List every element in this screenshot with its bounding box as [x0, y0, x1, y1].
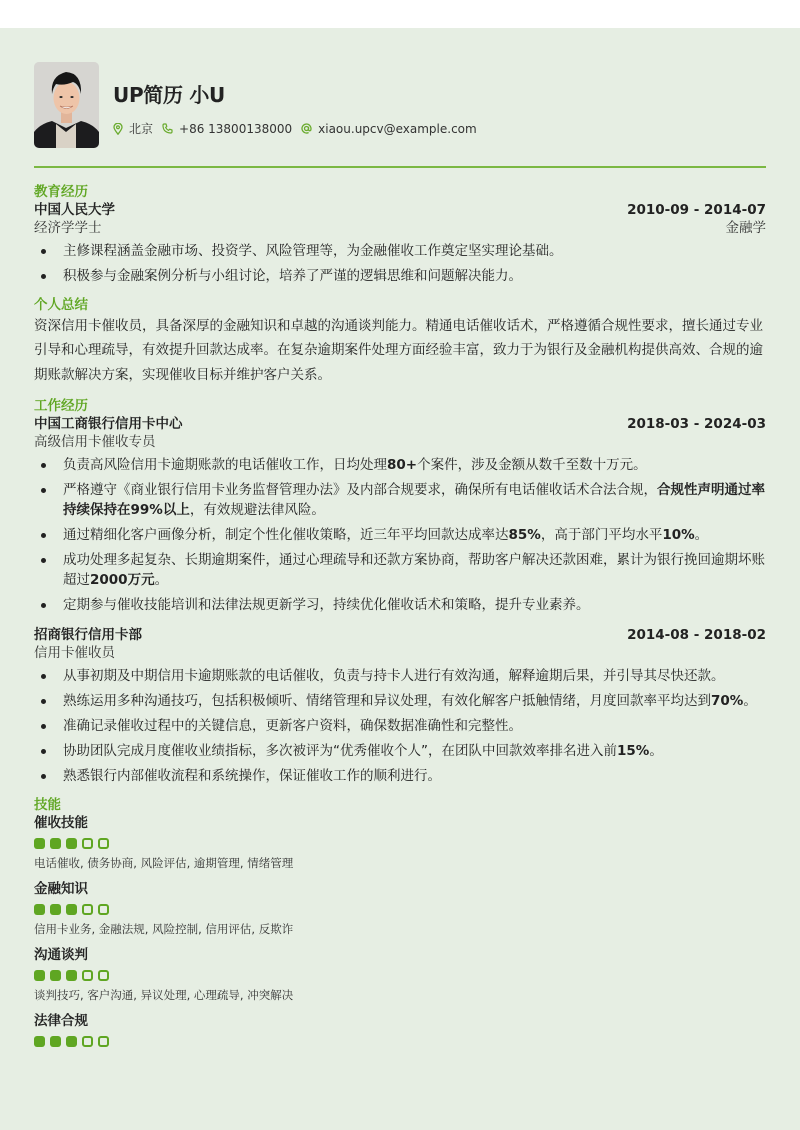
job-entry — [34, 626, 766, 786]
top-bar — [0, 0, 800, 28]
skill-level-dots — [34, 838, 766, 850]
email-text[interactable]: xiaou.upcv@example.com — [318, 121, 477, 136]
level-dot-empty — [82, 838, 93, 849]
level-dot-filled — [34, 838, 45, 849]
education-section — [34, 183, 766, 286]
skill-entry — [34, 814, 766, 871]
list-item: 严格遵守《商业银行信用卡业务监督管理办法》及内部合规要求，确保所有电话催收话术合法合规，合规性声明通过率持续保持在99%以上，有效规避法律风险。 — [34, 480, 766, 520]
level-dot-filled — [66, 904, 77, 915]
level-dot-filled — [66, 838, 77, 849]
skill-level-dots — [34, 970, 766, 982]
work-section — [34, 397, 766, 786]
level-dot-empty — [82, 904, 93, 915]
level-dot-filled — [34, 1036, 45, 1047]
map-pin-icon — [113, 123, 123, 135]
resume-page — [0, 28, 800, 1130]
list-item: 负责高风险信用卡逾期账款的电话催收工作，日均处理80+个案件，涉及金额从数千至数十万元。 — [34, 455, 766, 475]
skill-name: 金融知识 — [34, 881, 88, 897]
level-dot-empty — [82, 970, 93, 981]
job-date: 2014-08 - 2018-02 — [627, 627, 766, 643]
resume-header — [34, 28, 766, 148]
skill-tags: 谈判技巧, 客户沟通, 异议处理, 心理疏导, 冲突解决 — [34, 988, 294, 1002]
level-dot-filled — [50, 904, 61, 915]
level-dot-empty — [82, 1036, 93, 1047]
candidate-name: UP简历 小U — [113, 83, 226, 107]
contact-location — [113, 120, 153, 137]
level-dot-filled — [50, 970, 61, 981]
company-name: 招商银行信用卡部 — [34, 627, 142, 643]
level-dot-empty — [98, 1036, 109, 1047]
skill-name: 催收技能 — [34, 815, 88, 831]
list-item: 协助团队完成月度催收业绩指标，多次被评为“优秀催收个人”，在团队中回款效率排名进入前15%。 — [34, 741, 766, 761]
job-entry — [34, 415, 766, 615]
level-dot-filled — [34, 904, 45, 915]
list-item: 积极参与金融案例分析与小组讨论，培养了严谨的逻辑思维和问题解决能力。 — [34, 266, 766, 286]
phone-text[interactable]: +86 13800138000 — [179, 121, 293, 136]
list-item: 定期参与催收技能培训和法律法规更新学习，持续优化催收话术和策略，提升专业素养。 — [34, 595, 766, 615]
skill-tags: 信用卡业务, 金融法规, 风险控制, 信用评估, 反欺诈 — [34, 922, 294, 936]
level-dot-filled — [66, 970, 77, 981]
level-dot-empty — [98, 904, 109, 915]
list-item: 熟练运用多种沟通技巧，包括积极倾听、情绪管理和异议处理，有效化解客户抵触情绪，月度回款率平均达到70%。 — [34, 691, 766, 711]
level-dot-empty — [98, 838, 109, 849]
skill-name: 法律合规 — [34, 1013, 88, 1029]
skill-level-dots — [34, 1036, 766, 1048]
list-item: 准确记录催收过程中的关键信息，更新客户资料，确保数据准确性和完整性。 — [34, 716, 766, 736]
list-item: 从事初期及中期信用卡逾期账款的电话催收，负责与持卡人进行有效沟通，解释逾期后果，并引导其尽快还款。 — [34, 666, 766, 686]
section-title-summary: 个人总结 — [34, 296, 88, 313]
list-item: 成功处理多起复杂、长期逾期案件，通过心理疏导和还款方案协商，帮助客户解决还款困难，累计为银行挽回逾期坏账超过2000万元。 — [34, 550, 766, 590]
skill-entry — [34, 880, 766, 937]
skill-tags: 电话催收, 债务协商, 风险评估, 逾期管理, 情绪管理 — [34, 856, 294, 870]
avatar — [34, 62, 99, 148]
section-title-skills: 技能 — [34, 797, 61, 813]
location-text: 北京 — [129, 122, 154, 136]
level-dot-empty — [98, 970, 109, 981]
school-name: 中国人民大学 — [34, 201, 115, 218]
level-dot-filled — [34, 970, 45, 981]
job-date: 2018-03 - 2024-03 — [627, 416, 766, 432]
contact-email — [301, 122, 477, 136]
list-item: 通过精细化客户画像分析，制定个性化催收策略，近三年平均回款达成率达85%，高于部门平均水平10%。 — [34, 525, 766, 545]
major: 金融学 — [725, 219, 766, 236]
contact-phone — [162, 122, 292, 136]
skill-name: 沟通谈判 — [34, 947, 88, 963]
skill-level-dots — [34, 904, 766, 916]
company-name: 中国工商银行信用卡中心 — [34, 416, 183, 432]
phone-icon — [162, 123, 173, 134]
job-role: 信用卡催收员 — [34, 645, 115, 661]
at-icon — [301, 123, 312, 134]
skill-entry — [34, 946, 766, 1003]
section-title-work: 工作经历 — [34, 398, 88, 414]
job-bullets — [34, 666, 766, 786]
summary-section — [34, 296, 766, 388]
level-dot-filled — [66, 1036, 77, 1047]
list-item: 熟悉银行内部催收流程和系统操作，保证催收工作的顺利进行。 — [34, 766, 766, 786]
list-item: 主修课程涵盖金融市场、投资学、风险管理等，为金融催收工作奠定坚实理论基础。 — [34, 241, 766, 261]
job-bullets — [34, 455, 766, 615]
header-divider — [34, 166, 766, 168]
education-bullets — [34, 241, 766, 286]
skill-entry — [34, 1012, 766, 1048]
contact-info — [113, 120, 486, 137]
degree: 经济学学士 — [34, 219, 102, 236]
section-title-education: 教育经历 — [34, 183, 88, 200]
portrait-image — [34, 62, 99, 148]
skills-section — [34, 796, 766, 1048]
level-dot-filled — [50, 1036, 61, 1047]
job-role: 高级信用卡催收专员 — [34, 434, 156, 450]
level-dot-filled — [50, 838, 61, 849]
education-date: 2010-09 - 2014-07 — [627, 201, 766, 218]
summary-text: 资深信用卡催收员，具备深厚的金融知识和卓越的沟通谈判能力。精通电话催收话术，严格遵循合规性要求，擅长通过专业引导和心理疏导，有效提升回款达成率。在复杂逾期案件处理方面经验丰富，致力于为银行及金融机构提供高效、合规的逾期账款解决方案，实现催收目标并维护客户关系。 — [34, 317, 763, 383]
